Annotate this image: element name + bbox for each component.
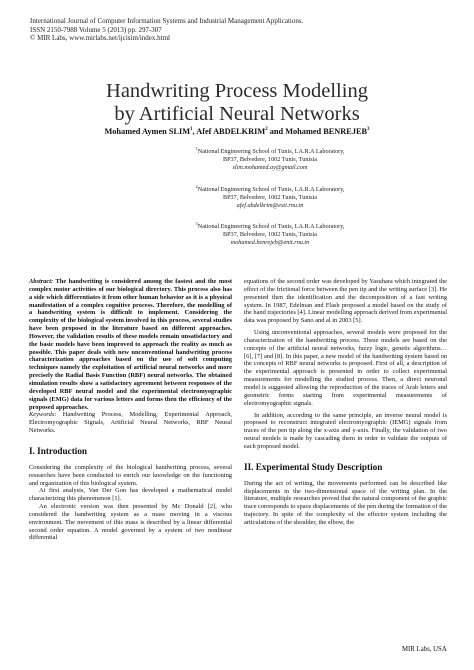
journal-url: © MIR Labs, www.mirlabs.net/ijcisim/index.html (30, 34, 170, 43)
affiliation-1 (150, 145, 390, 171)
abstract-text: The handwriting is considered among the fastest and the most complex motor activities of our biological directory. This process also has a side which differentiates it from other human behavior as it is a physical manifestation of a complex cognitive process. Therefore, the modelling of a handwriting system is difficult to implement. Considering the complexity of the biological system involved in this process, several studies have been proposed in the literature based on different approaches. However, the validation results of these models remain unsatisfactory and the basic models have been improved to approach the reality as much as possible. This paper deals with new unconventional handwriting process characterization approaches based on the use of soft computing techniques namely the exploitation of artificial neural networks and more precisely the Radial Basis Function (RBF) neural networks. The obtained simulation results show a satisfactory agreement between responses of the developed RBF neural model and the experimental electromyographic signals (EMG) data for various letters and forms then the efficiency of the proposed approaches. (29, 278, 232, 411)
affiliation-1-line1: National Engineering School of Tunis, LA.R.A Laboratory, (197, 148, 345, 156)
affiliation-2-sup: 2 (195, 184, 198, 189)
author-list (30, 127, 444, 136)
right-column (244, 278, 447, 527)
intro-paragraph-1: Considering the complexity of the biological handwriting process, several researches have been conducted to enrich our knowledge on the functioning and organization of this biological system. (29, 463, 232, 487)
author-1-sup: 1 (190, 127, 193, 133)
journal-issn: ISSN 2150-7988 Volume 5 (2013) pp. 297-307 (30, 25, 162, 34)
title-line-1: Handwriting Process Modelling (106, 80, 368, 102)
keywords-text: : Handwriting Process, Modelling, Experimental Approach, Electromyographic Signals, Artificial Neural Networks, RBF Neural Networks. (29, 411, 232, 435)
affiliation-3-line2: BP37, Belvedere, 1002 Tunis, Tunisia (222, 230, 318, 238)
author-2: Afef ABDELKRIM (196, 127, 266, 136)
abstract-label: Abstract: (29, 278, 54, 285)
affiliation-2-line1: National Engineering School of Tunis, LA.R.A Laboratory, (197, 186, 345, 194)
author-3: Mohamed BENREJEB (285, 127, 368, 136)
paper-title (40, 80, 434, 126)
affiliation-3 (150, 220, 390, 246)
keywords-label: Keywords (29, 411, 55, 419)
author-2-sup: 2 (265, 127, 268, 133)
abstract (29, 278, 232, 411)
author-3-sup: 3 (367, 127, 370, 133)
affiliation-1-sup: 1 (195, 146, 198, 151)
affiliation-3-email: mohamed.benrejeb@enit.rnu.tn (230, 238, 310, 246)
right-paragraph-2: Using unconventional approaches, several models were proposed for the characterization of the handwriting process. These models are based on the concepts of the artificial neural networks, fuzzy logic, genetic algorithms… [6], [7] and [8]. In this paper, a new model of the handwriting system based on the concepts of RBF neural networks is proposed. First of all, a description of the experimental approach is presented in order to collect experimental measurements for modelling the studied process. Then, a direct neuronal model is suggested allowing the reproduction of the traces of Arab letters and geometric forms starting from experimental measurements of electromyographic signals. (244, 329, 447, 407)
affiliation-1-line2: BP37, Belvedere, 1002 Tunis, Tunisia (222, 155, 318, 163)
journal-header (30, 17, 450, 43)
affiliation-2-line2: BP37, Belvedere, 1002 Tunis, Tunisia (222, 193, 318, 201)
intro-paragraph-3: An electronic version was then presented by Mc Donald [2], who considered the handwriting system as a mass moving in a viscous environment. The movement of this mass is described by a linear differential second order equation. A model governed by a system of two nonlinear differential (29, 503, 232, 542)
page-footer: MIR Labs, USA (402, 646, 447, 653)
right-paragraph-1: equations of the second order was developed by Yasuhara which integrated the effect of the frictional force between the pen tip and the writing surface [3]. He presented then the identification and the decomposition of a fast writing system. In 1987, Edelman and Flash proposed a model based on the study of the hand trajectories [4]. Linear modelling approach derived from experimental data was proposed by Sano and al in 2003 [5]. (244, 278, 447, 325)
section-heading-introduction: I. Introduction (29, 445, 88, 456)
affiliation-1-email: slim.mohamed.ay@gmail.com (232, 163, 308, 171)
affiliation-2 (150, 183, 390, 209)
affiliation-2-email: afef.abdelkrim@esti.rnu.tn (236, 201, 304, 209)
left-column (29, 278, 232, 542)
right-paragraph-4: During the act of writing, the movements performed can be described like displacements in the two-dimensional space of the writing plan. In the literature, multiple researches proved that the natural component of the graphic trace corresponds to space displacements of the pen during the formation of the trajectory. In spite of the complexity of the effector system including the articulations of the shoulder, the elbow, the (244, 479, 448, 526)
author-1: Mohamed Aymen SLIM (104, 127, 191, 136)
keywords (29, 411, 232, 435)
affiliation-3-line1: National Engineering School of Tunis, LA.R.A Laboratory, (197, 223, 345, 231)
author-sep-2: and (267, 127, 286, 136)
journal-name: International Journal of Computer Information Systems and Industrial Management Applications. (30, 17, 304, 25)
intro-paragraph-2: At first analysis, Van Der Gon has developed a mathematical model characterizing this phenomenon [1]. (29, 487, 232, 503)
section-heading-experimental: II. Experimental Study Description (244, 461, 383, 472)
right-paragraph-3: In addition, according to the same principle, an inverse neural model is proposed to reconstruct integrated electromyographic (IEMG) signals from traces of the pen tip along the x-axis and y-axis. Finally, the validation of two neural models is made by cascading them in order to validate the outputs of each proposed model. (244, 411, 447, 450)
title-line-2: by Artificial Neural Networks (114, 103, 360, 125)
affiliation-3-sup: 3 (195, 221, 198, 226)
author-sep-1: , (192, 127, 197, 136)
